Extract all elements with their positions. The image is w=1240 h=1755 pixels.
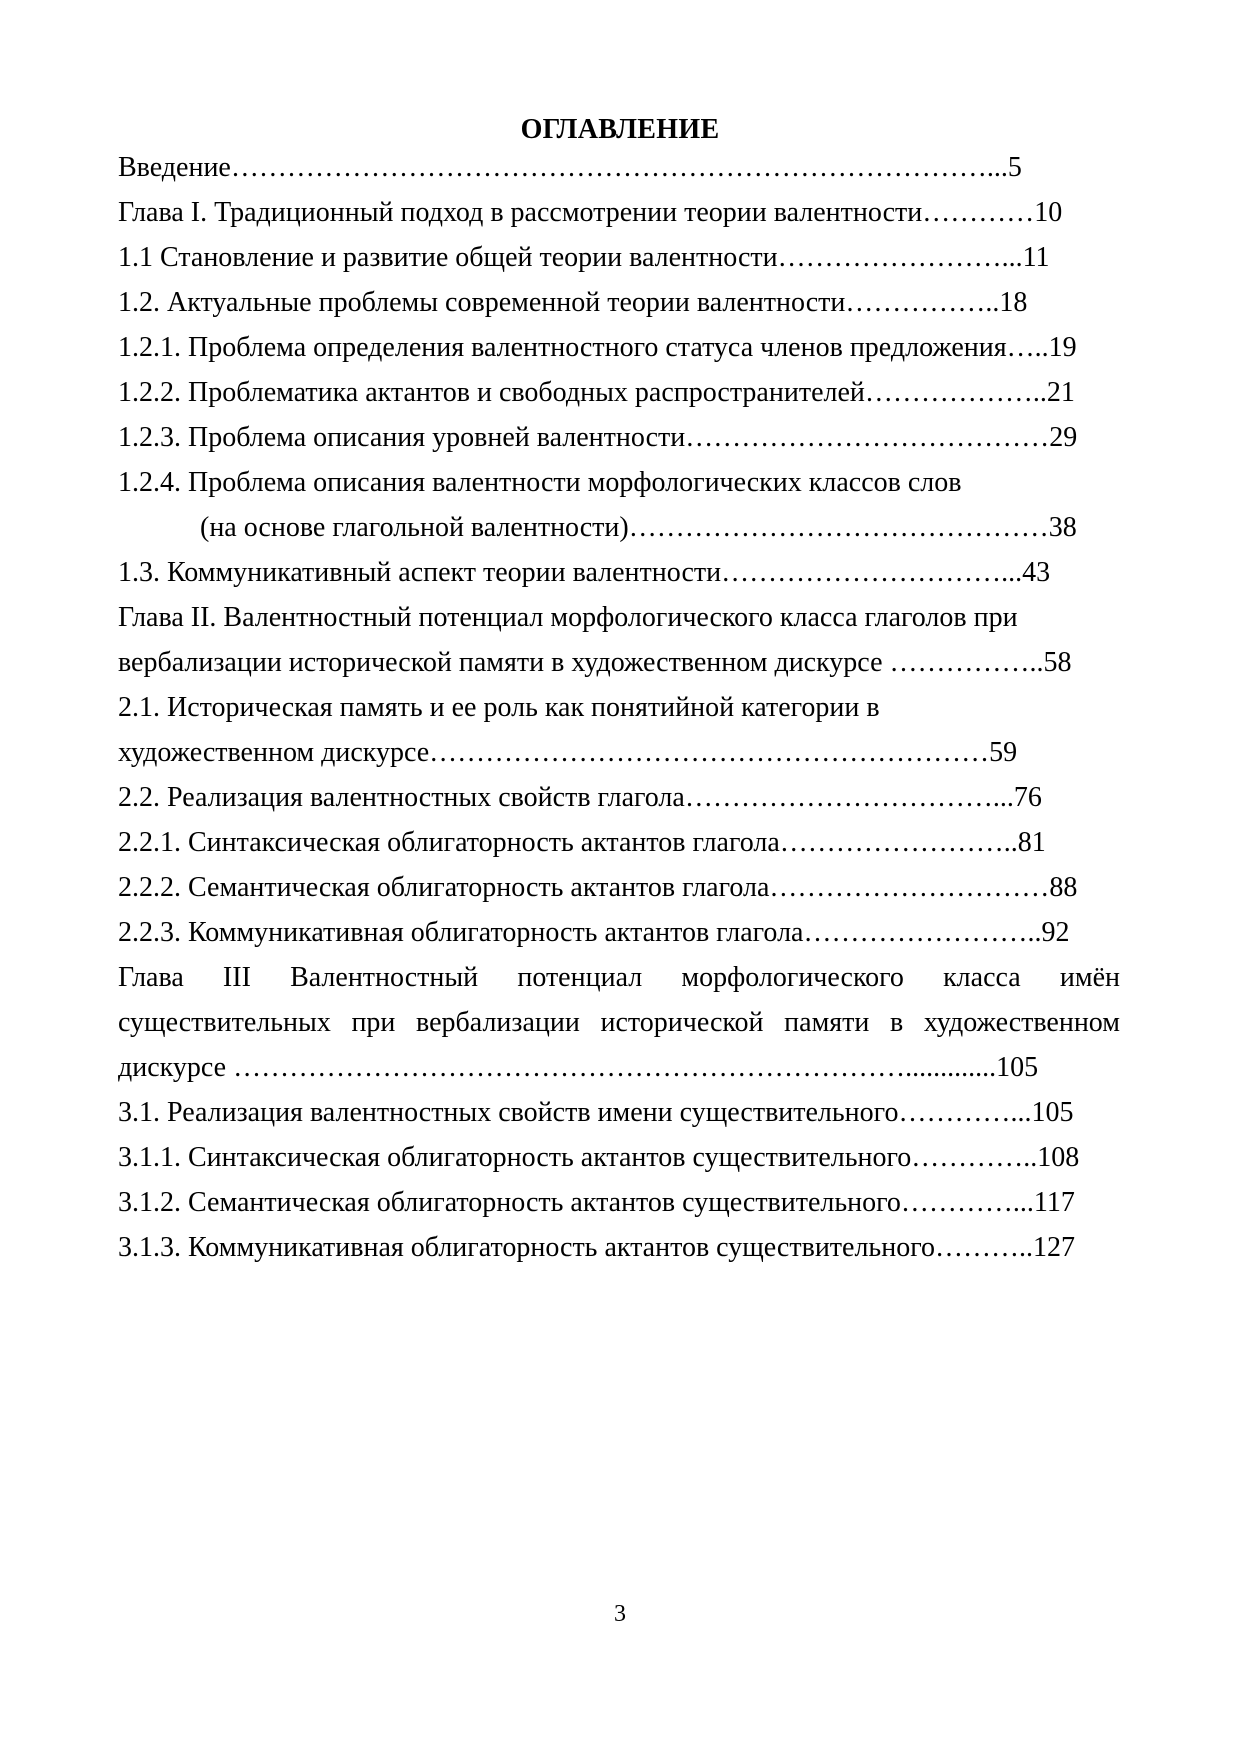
toc-entry-3-1-1: 3.1.1. Синтаксическая облигаторность актантов существительного…………..108 <box>118 1142 1080 1173</box>
toc-entry-1-2-1: 1.2.1. Проблема определения валентностного статуса членов предложения…..19 <box>118 332 1077 363</box>
toc-entry-2-2: 2.2. Реализация валентностных свойств глагола……………………………...76 <box>118 782 1042 813</box>
toc-entry-1-1: 1.1 Становление и развитие общей теории валентности……………………...11 <box>118 242 1050 273</box>
toc-entry-introduction: Введение………………………………………………………………………...5 <box>118 152 1022 183</box>
toc-heading: ОГЛАВЛЕНИЕ <box>520 114 720 145</box>
toc-entry-2-1: 2.1. Историческая память и ее роль как понятийной категории в <box>118 692 880 723</box>
toc-entry-chapter-3-continuation: существительных при вербализации исторической памяти в художественном <box>118 1007 1120 1038</box>
toc-entry-1-2-2: 1.2.2. Проблематика актантов и свободных распространителей………………..21 <box>118 377 1075 408</box>
toc-entry-1-3: 1.3. Коммуникативный аспект теории валентности…………………………...43 <box>118 557 1051 588</box>
toc-entry-2-2-2: 2.2.2. Семантическая облигаторность актантов глагола…………………………88 <box>118 872 1078 903</box>
toc-entry-2-2-1: 2.2.1. Синтаксическая облигаторность актантов глагола……………………..81 <box>118 827 1046 858</box>
toc-entry-3-1-2: 3.1.2. Семантическая облигаторность актантов существительного…………...117 <box>118 1187 1075 1218</box>
toc-entry-chapter-2: Глава II. Валентностный потенциал морфологического класса глаголов при <box>118 602 1018 633</box>
toc-entry-chapter-3-end: дискурсе ……………………………………………………………….............105 <box>118 1052 1039 1083</box>
toc-entry-1-2-4: 1.2.4. Проблема описания валентности морфологических классов слов <box>118 467 962 498</box>
toc-entry-1-2-4-continuation: (на основе глагольной валентности)………………………………………38 <box>200 512 1077 543</box>
toc-entry-2-2-3: 2.2.3. Коммуникативная облигаторность актантов глагола……………………..92 <box>118 917 1070 948</box>
toc-entry-1-2-3: 1.2.3. Проблема описания уровней валентности…………………………………29 <box>118 422 1078 453</box>
toc-entry-chapter-2-continuation: вербализации исторической памяти в художественном дискурсе ……………..58 <box>118 647 1072 678</box>
toc-entry-1-2: 1.2. Актуальные проблемы современной теории валентности……………..18 <box>118 287 1028 318</box>
toc-entry-2-1-continuation: художественном дискурсе……………………………………………………59 <box>118 737 1018 768</box>
toc-entry-3-1-3: 3.1.3. Коммуникативная облигаторность актантов существительного………..127 <box>118 1232 1075 1263</box>
toc-entry-chapter-1: Глава I. Традиционный подход в рассмотрении теории валентности…………10 <box>118 197 1063 228</box>
page-number: 3 <box>614 1601 626 1627</box>
toc-entry-chapter-3: Глава III Валентностный потенциал морфологического класса имён <box>118 962 1120 993</box>
toc-entry-3-1: 3.1. Реализация валентностных свойств имени существительного…………...105 <box>118 1097 1074 1128</box>
